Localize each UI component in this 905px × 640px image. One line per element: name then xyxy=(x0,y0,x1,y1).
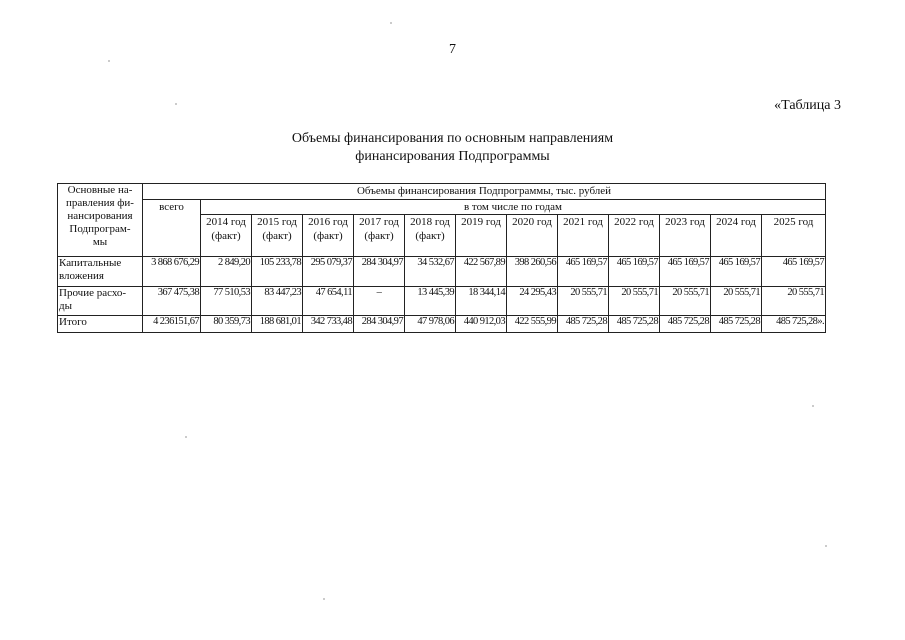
year-header: 2017 год (факт) xyxy=(354,215,405,257)
year-header: 2020 год xyxy=(507,215,558,257)
value-cell: 18 344,14 xyxy=(456,287,507,316)
row-label: Прочие расхо- ды xyxy=(58,287,143,316)
value-cell: 83 447,23 xyxy=(252,287,303,316)
total-cell: 4 236151,67 xyxy=(143,316,201,333)
value-cell: 20 555,71 xyxy=(660,287,711,316)
year-header: 2015 год (факт) xyxy=(252,215,303,257)
title-line-1: Объемы финансирования по основным направлениям xyxy=(291,131,614,146)
value-cell: 20 555,71 xyxy=(609,287,660,316)
value-cell: 465 169,57 xyxy=(558,257,609,287)
year-header: 2016 год (факт) xyxy=(303,215,354,257)
page-number: 7 xyxy=(449,42,456,57)
year-header: 2023 год xyxy=(660,215,711,257)
directions-header-cell: Основные на- правления фи- нансирования Подпрограм- мы xyxy=(58,184,143,257)
table-title xyxy=(0,130,905,166)
value-cell: 34 532,67 xyxy=(405,257,456,287)
value-cell: 77 510,53 xyxy=(201,287,252,316)
scan-speck xyxy=(323,598,325,600)
scan-speck xyxy=(390,22,392,24)
value-cell: 342 733,48 xyxy=(303,316,354,333)
value-cell: 465 169,57 xyxy=(762,257,826,287)
value-cell: 13 445,39 xyxy=(405,287,456,316)
scan-speck xyxy=(175,103,177,105)
value-cell: 465 169,57 xyxy=(660,257,711,287)
value-cell: 422 555,99 xyxy=(507,316,558,333)
value-cell: 47 654,11 xyxy=(303,287,354,316)
value-cell: 188 681,01 xyxy=(252,316,303,333)
value-cell: 24 295,43 xyxy=(507,287,558,316)
by-years-header: в том числе по годам xyxy=(201,200,826,215)
value-cell: 485 725,28 xyxy=(711,316,762,333)
year-header: 2022 год xyxy=(609,215,660,257)
value-cell: 440 912,03 xyxy=(456,316,507,333)
value-cell: – xyxy=(354,287,405,316)
value-cell: 105 233,78 xyxy=(252,257,303,287)
value-cell: 20 555,71 xyxy=(711,287,762,316)
title-line-2: финансирования Подпрограммы xyxy=(355,149,550,164)
value-cell: 284 304,97 xyxy=(354,316,405,333)
row-label: Итого xyxy=(58,316,143,333)
year-header: 2025 год xyxy=(762,215,826,257)
value-cell: 398 260,56 xyxy=(507,257,558,287)
value-cell: 485 725,28». xyxy=(762,316,826,333)
scan-speck xyxy=(812,405,814,407)
table-row xyxy=(58,257,826,287)
year-header: 2024 год xyxy=(711,215,762,257)
table-row-total xyxy=(58,316,826,333)
year-header: 2021 год xyxy=(558,215,609,257)
financing-table xyxy=(57,183,826,333)
value-cell: 80 359,73 xyxy=(201,316,252,333)
value-cell: 47 978,06 xyxy=(405,316,456,333)
value-cell: 20 555,71 xyxy=(762,287,826,316)
value-cell: 465 169,57 xyxy=(711,257,762,287)
year-header: 2014 год (факт) xyxy=(201,215,252,257)
value-cell: 465 169,57 xyxy=(609,257,660,287)
group-header: Объемы финансирования Подпрограммы, тыс. рублей xyxy=(143,184,826,200)
value-cell: 2 849,20 xyxy=(201,257,252,287)
value-cell: 485 725,28 xyxy=(609,316,660,333)
row-label: Капитальные вложения xyxy=(58,257,143,287)
total-cell: 3 868 676,29 xyxy=(143,257,201,287)
value-cell: 422 567,89 xyxy=(456,257,507,287)
table-reference: «Таблица 3 xyxy=(774,98,841,113)
year-header: 2019 год xyxy=(456,215,507,257)
value-cell: 284 304,97 xyxy=(354,257,405,287)
value-cell: 295 079,37 xyxy=(303,257,354,287)
year-header: 2018 год (факт) xyxy=(405,215,456,257)
value-cell: 485 725,28 xyxy=(660,316,711,333)
value-cell: 485 725,28 xyxy=(558,316,609,333)
scan-speck xyxy=(825,545,827,547)
value-cell: 20 555,71 xyxy=(558,287,609,316)
scan-speck xyxy=(108,60,110,62)
total-header: всего xyxy=(143,200,201,257)
total-cell: 367 475,38 xyxy=(143,287,201,316)
scan-speck xyxy=(185,436,187,438)
table-row xyxy=(58,287,826,316)
